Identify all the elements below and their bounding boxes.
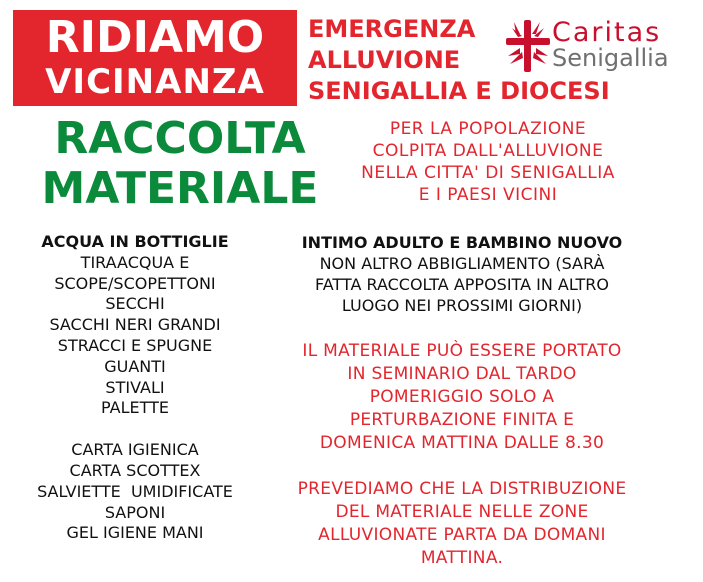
banner-line-2: VICINANZA [45, 62, 265, 102]
subtitle-line: E I PAESI VICINI [418, 185, 558, 205]
notice-line: PREVEDIAMO CHE LA DISTRIBUZIONE [297, 479, 627, 499]
subtitle-line: NELLA CITTA' DI SENIGALLIA [361, 163, 615, 183]
list-item: PALETTE [101, 398, 169, 418]
list-heading: INTIMO ADULTO E BAMBINO NUOVO [301, 233, 623, 252]
ridiamo-vicinanza-banner [13, 10, 297, 106]
list-item: SALVIETTE UMIDIFICATE [37, 481, 233, 501]
notice-line: IL MATERIALE PUÒ ESSERE PORTATO [302, 341, 622, 361]
notice-line: IN SEMINARIO DAL TARDO [347, 364, 577, 384]
notice-line: PERTURBAZIONE FINITA E [349, 410, 575, 430]
subtitle-line: PER LA POPOLAZIONE [389, 119, 587, 139]
subtitle-line: COLPITA DALL'ALLUVIONE [372, 141, 604, 161]
left-materials-list [4, 232, 266, 544]
list-item: NON ALTRO ABBIGLIAMENTO (SARÀ [319, 254, 605, 273]
dropoff-notice [262, 340, 662, 455]
notice-line: POMERIGGIO SOLO A [369, 387, 555, 407]
logo-name: Caritas [552, 17, 662, 48]
list-item: CARTA SCOTTEX [69, 460, 201, 480]
list-item: SCOPE/SCOPETTONI [54, 273, 216, 293]
list-heading: ACQUA IN BOTTIGLIE [41, 232, 229, 251]
notice-line: DOMENICA MATTINA DALLE 8.30 [319, 433, 605, 453]
caritas-cross-icon [506, 20, 550, 72]
list-item: SECCHI [105, 294, 165, 314]
banner-line-1: RIDIAMO [45, 12, 265, 63]
title-line: RACCOLTA [54, 113, 306, 164]
logo-city: Senigallia [552, 44, 669, 72]
emergency-line: ALLUVIONE [308, 46, 461, 74]
emergency-line: SENIGALLIA E DIOCESI [308, 77, 610, 105]
emergency-line: EMERGENZA [308, 15, 476, 43]
list-item: SAPONI [104, 502, 166, 522]
list-item: CARTA IGIENICA [71, 440, 199, 460]
notice-line: DEL MATERIALE NELLE ZONE [335, 502, 589, 522]
subtitle [345, 118, 631, 206]
page-title [30, 114, 330, 214]
notice-line: ALLUVIONATE PARTA DA DOMANI [318, 525, 606, 545]
list-item: TIRAACQUA E [80, 252, 190, 272]
right-materials-list [262, 232, 662, 316]
list-item: LUOGO NEI PROSSIMI GIORNI) [341, 296, 583, 315]
list-item: GEL IGIENE MANI [66, 523, 204, 543]
list-item: GUANTI [104, 356, 166, 376]
list-item: SACCHI NERI GRANDI [49, 315, 221, 335]
list-item: STRACCI E SPUGNE [57, 335, 213, 355]
title-line: MATERIALE [41, 163, 319, 214]
list-item: STIVALI [105, 377, 165, 397]
list-item: FATTA RACCOLTA APPOSITA IN ALTRO [314, 275, 610, 294]
notice-line: MATTINA. [420, 548, 504, 568]
distribution-notice [262, 478, 662, 570]
